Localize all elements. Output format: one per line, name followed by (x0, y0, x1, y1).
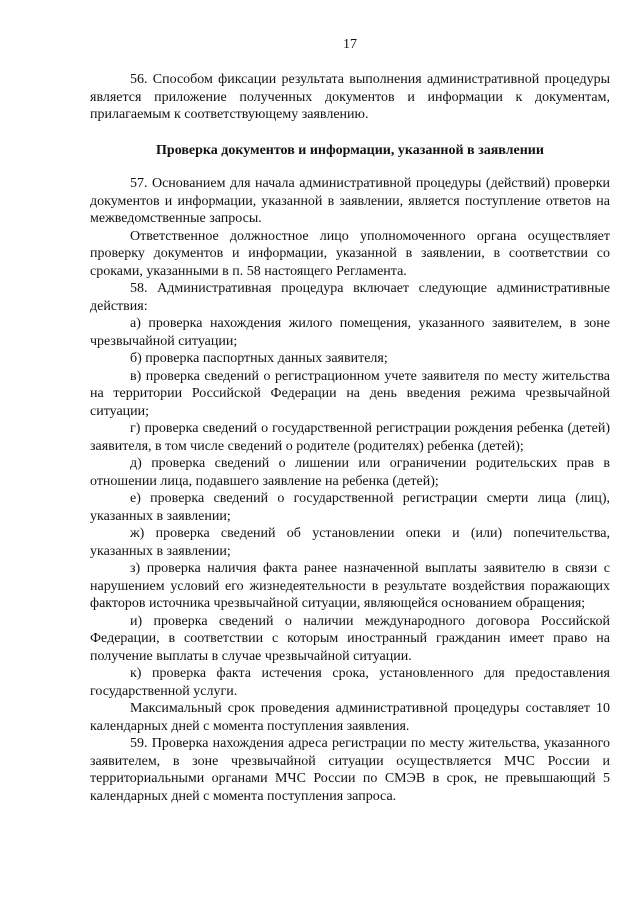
list-item-i: и) проверка сведений о наличии международного договора Российской Федерации, в соответствии с которым иностранный гражданин имеет право на получение выплаты в случае чрезвычайной ситуации. (90, 613, 610, 664)
paragraph-58: 58. Административная процедура включает следующие административные действия: (90, 281, 610, 314)
list-item-zh: ж) проверка сведений об установлении опеки и (или) попечительства, указанных в заявлении; (90, 526, 610, 559)
list-item-b: б) проверка паспортных данных заявителя; (130, 351, 388, 366)
section-heading: Проверка документов и информации, указанной в заявлении (156, 142, 544, 158)
page-number: 17 (343, 37, 357, 52)
paragraph-responsible-official: Ответственное должностное лицо уполномоченного органа осуществляет проверку документов и информации, указанной в заявлении, в соответствии со сроками, указанными в п. 58 настоящего Регламента. (90, 228, 610, 279)
paragraph-59: 59. Проверка нахождения адреса регистрации по месту жительства, указанного заявителем, в зоне чрезвычайной ситуации осуществляется МЧС России и территориальными органами МЧС России по СМЭВ в срок, не превышающий 5 календарных дней с момента поступления запроса. (90, 736, 610, 804)
paragraph-max-term: Максимальный срок проведения административной процедуры составляет 10 календарных дней с момента поступления заявления. (90, 701, 610, 734)
list-item-d: д) проверка сведений о лишении или ограничении родительских прав в отношении лица, подавшего заявление на ребенка (детей); (90, 456, 610, 489)
list-item-g: г) проверка сведений о государственной регистрации рождения ребенка (детей) заявителя, в том числе сведений о родителе (родителях) ребенка (детей); (90, 421, 610, 454)
list-item-k: к) проверка факта истечения срока, установленного для предоставления государственной услуги. (90, 666, 610, 699)
paragraph-56: 56. Способом фиксации результата выполнения административной процедуры является приложение полученных документов и информации к документам, прилагаемым к соответствующему заявлению. (90, 72, 610, 122)
paragraph-57: 57. Основанием для начала административной процедуры (действий) проверки документов и информации, указанной в заявлении, является поступление ответов на межведомственные запросы. (90, 176, 610, 226)
list-item-e: е) проверка сведений о государственной регистрации смерти лица (лиц), указанных в заявлении; (90, 491, 610, 524)
list-item-z: з) проверка наличия факта ранее назначенной выплаты заявителю в связи с нарушением условий его жизнедеятельности в результате воздействия поражающих факторов источника чрезвычайной ситуации, являющейся основанием обращения; (90, 561, 610, 611)
list-item-v: в) проверка сведений о регистрационном учете заявителя по месту жительства на территории Российской Федерации на день введения режима чрезвычайной ситуации; (90, 368, 610, 419)
list-item-a: а) проверка нахождения жилого помещения, указанного заявителем, в зоне чрезвычайной ситуации; (90, 316, 610, 349)
